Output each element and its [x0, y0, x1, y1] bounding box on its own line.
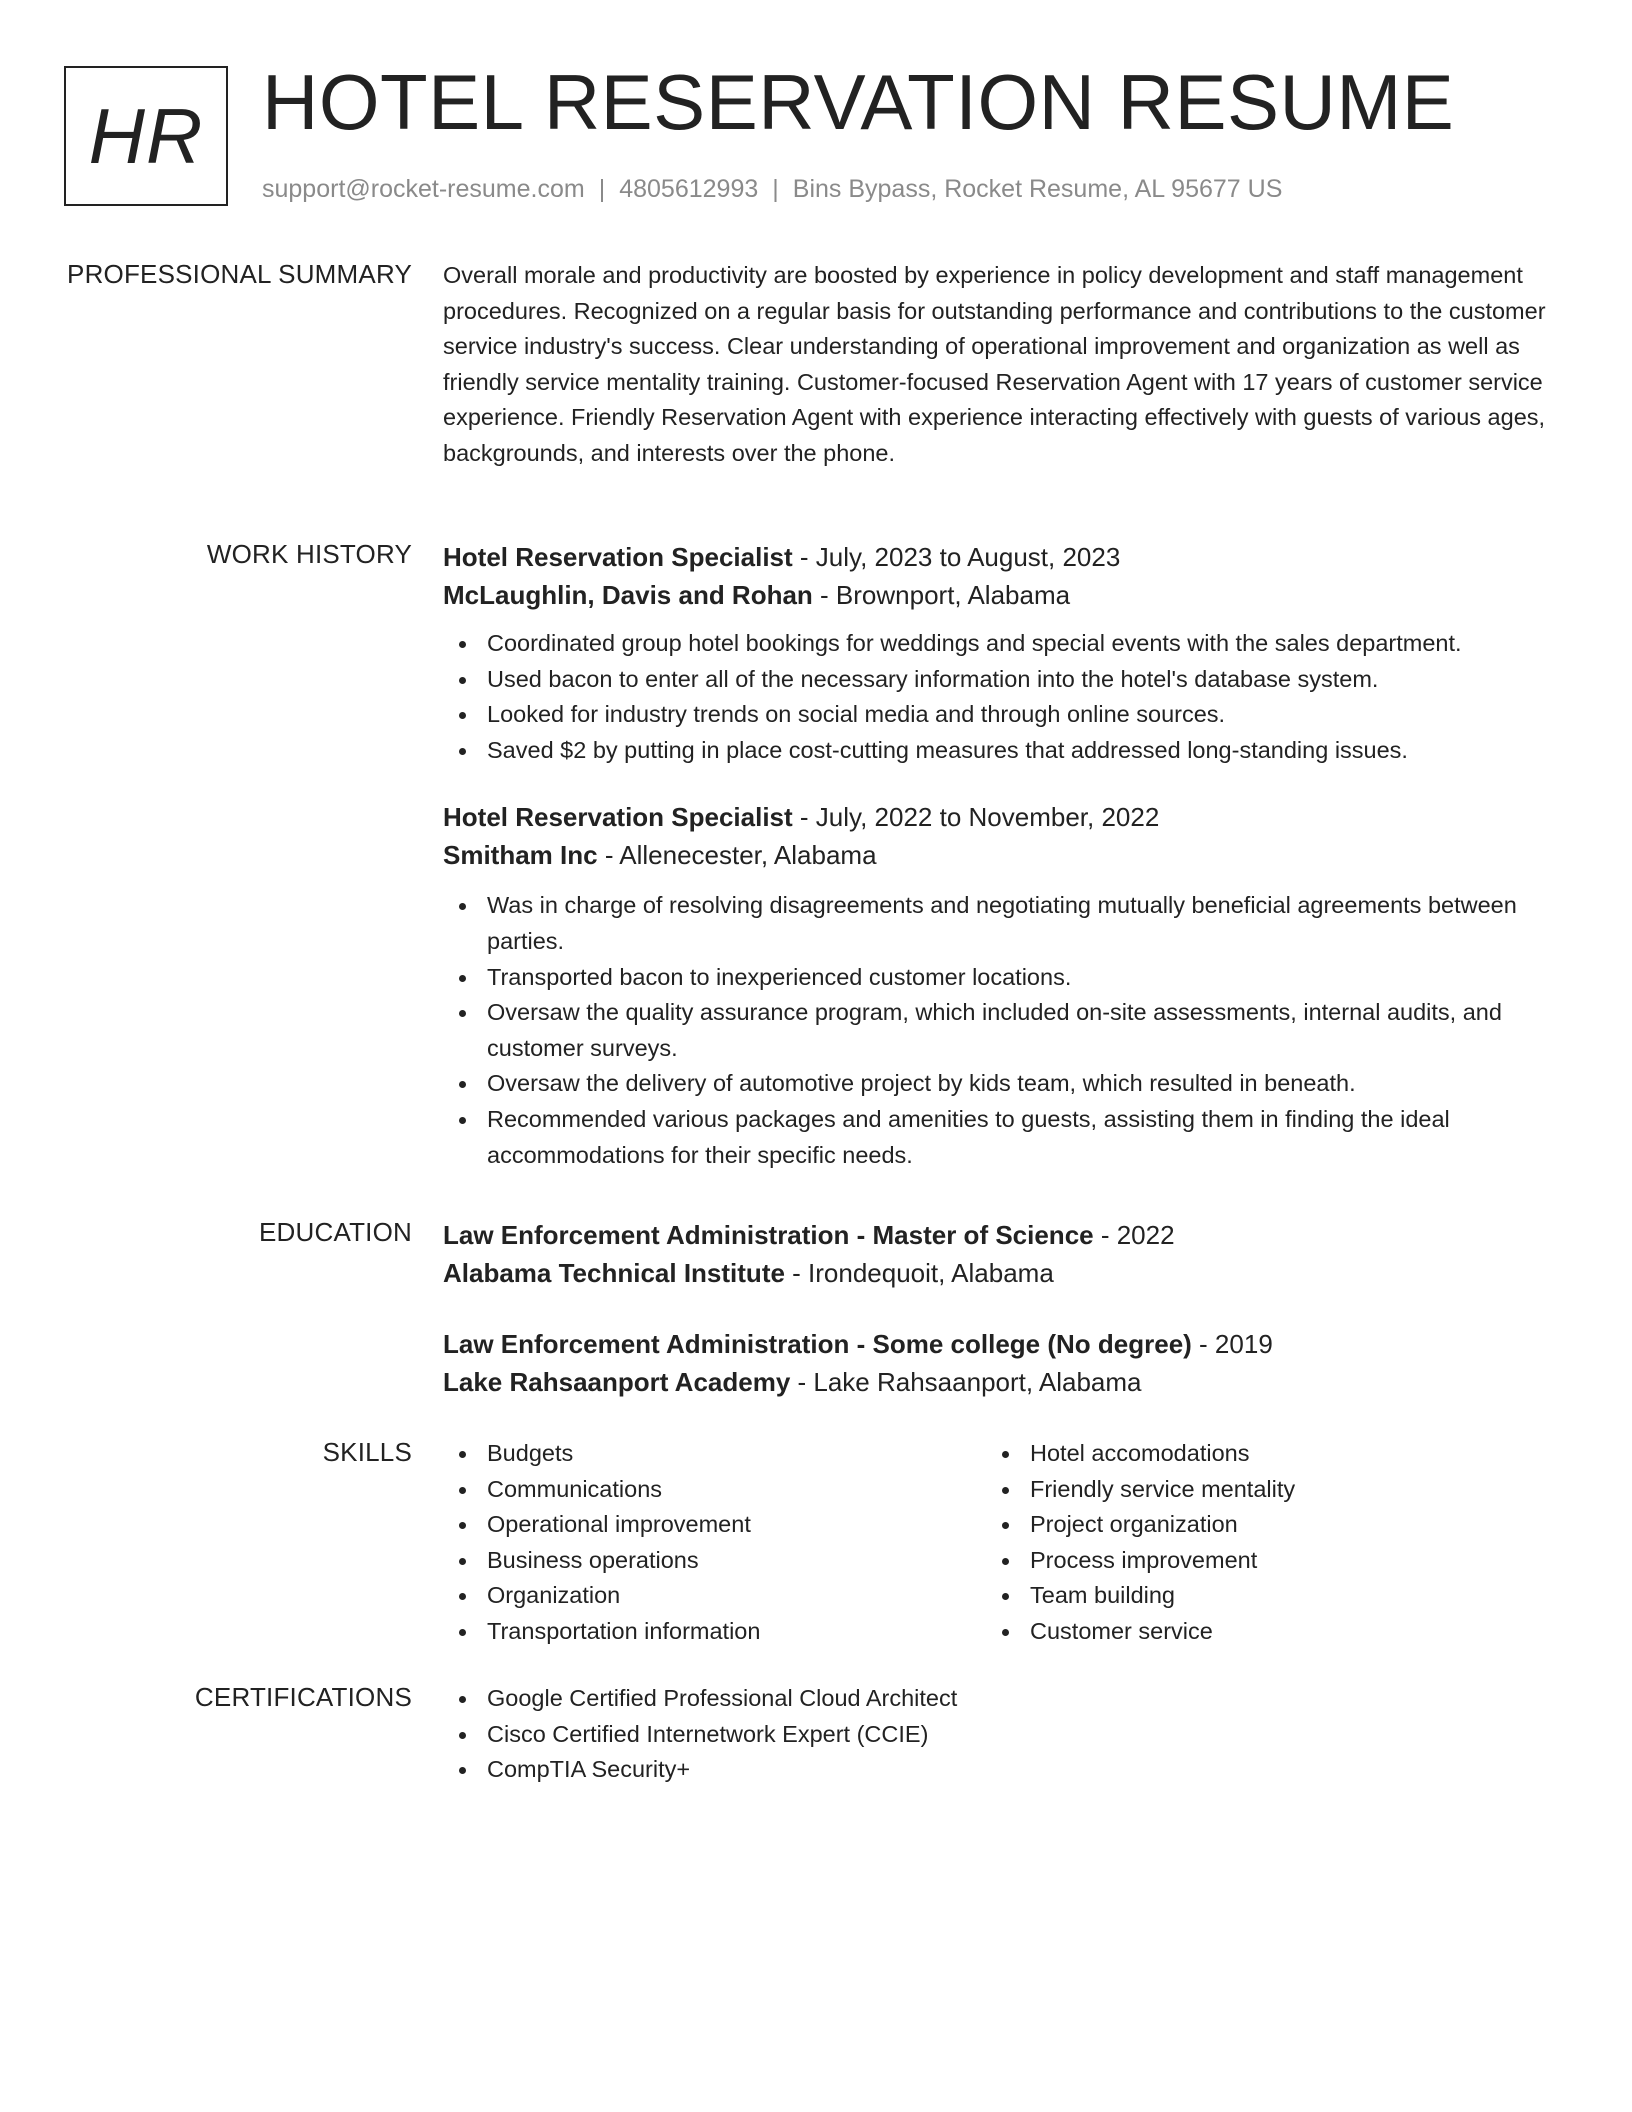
summary-body [443, 258, 1558, 472]
job-header [443, 798, 1558, 836]
certification-item: CompTIA Security+ [443, 1752, 1558, 1788]
certifications-list [443, 1681, 1558, 1788]
job-duty: Transported bacon to inexperienced customer locations. [443, 960, 1558, 996]
monogram-box [64, 66, 228, 206]
job-company: McLaughlin, Davis and Rohan [443, 580, 813, 610]
contact-email[interactable]: support@rocket-resume.com [262, 175, 585, 203]
job-duty: Coordinated group hotel bookings for weddings and special events with the sales department. [443, 626, 1558, 662]
job-duties-list [443, 888, 1558, 1173]
job-entry [443, 798, 1558, 1173]
monogram-initials: HR [88, 91, 204, 180]
contact-separator: | [772, 175, 779, 203]
skills-list [986, 1436, 1506, 1650]
skill-item: Customer service [986, 1614, 1506, 1650]
skill-item: Organization [443, 1578, 963, 1614]
education-degree: Law Enforcement Administration - Master of Science [443, 1220, 1094, 1250]
job-dates: - July, 2023 to August, 2023 [792, 542, 1121, 572]
job-location: - Brownport, Alabama [812, 580, 1071, 610]
job-title: Hotel Reservation Specialist [443, 542, 793, 572]
job-dates: - July, 2022 to November, 2022 [792, 802, 1160, 833]
education-body [443, 1216, 1558, 1401]
work-history-heading: WORK HISTORY [206, 539, 412, 569]
skill-item: Friendly service mentality [986, 1472, 1506, 1508]
job-employer [443, 836, 1558, 874]
job-duty: Used bacon to enter all of the necessary information into the hotel's database system. [443, 662, 1558, 698]
job-location: - Allenecester, Alabama [597, 840, 877, 871]
summary-text: Overall morale and productivity are boosted by experience in policy development and staff management procedures. Recognized on a regular basis for outstanding performance and contributions to the customer service industry's success. Clear understanding of operational improvement and organization as well as friendly service mentality training. Customer-focused Reservation Agent with 17 years of customer service experience. Friendly Reservation Agent with experience interacting effectively with guests of various ages, backgrounds, and interests over the phone. [443, 262, 1546, 466]
job-employer [443, 576, 1558, 614]
skill-item: Process improvement [986, 1543, 1506, 1579]
contact-address: Bins Bypass, Rocket Resume, AL 95677 US [792, 175, 1283, 203]
skills-column-left [443, 1436, 963, 1650]
education-location: - Irondequoit, Alabama [784, 1258, 1054, 1288]
skill-item: Hotel accomodations [986, 1436, 1506, 1472]
job-header [443, 538, 1558, 576]
certification-item: Google Certified Professional Cloud Architect [443, 1681, 1558, 1717]
job-duty: Saved $2 by putting in place cost-cutting measures that addressed long-standing issues. [443, 733, 1558, 769]
certifications-body [443, 1681, 1558, 1788]
education-school-line [443, 1363, 1558, 1401]
education-location: - Lake Rahsaanport, Alabama [790, 1367, 1142, 1397]
job-title: Hotel Reservation Specialist [443, 802, 793, 833]
job-duty: Oversaw the delivery of automotive project by kids team, which resulted in beneath. [443, 1066, 1558, 1102]
summary-heading: PROFESSIONAL SUMMARY [67, 259, 412, 289]
education-school: Lake Rahsaanport Academy [443, 1367, 791, 1397]
skill-item: Team building [986, 1578, 1506, 1614]
work-history-body [443, 538, 1558, 1173]
skills-list [443, 1436, 963, 1650]
education-degree: Law Enforcement Administration - Some college (No degree) [443, 1329, 1192, 1359]
contact-separator: | [598, 175, 606, 203]
job-duty: Oversaw the quality assurance program, which included on-site assessments, internal audits, and customer surveys. [443, 995, 1558, 1066]
education-entry [443, 1216, 1558, 1292]
education-entry [443, 1325, 1558, 1401]
job-duty: Looked for industry trends on social media and through online sources. [443, 697, 1558, 733]
job-company: Smitham Inc [443, 840, 598, 871]
skill-item: Communications [443, 1472, 963, 1508]
certification-item: Cisco Certified Internetwork Expert (CCIE) [443, 1717, 1558, 1753]
skill-item: Project organization [986, 1507, 1506, 1543]
education-degree-line [443, 1325, 1558, 1363]
education-year: - 2019 [1191, 1329, 1273, 1359]
skill-item: Budgets [443, 1436, 963, 1472]
education-heading: EDUCATION [259, 1217, 412, 1247]
skills-heading: SKILLS [322, 1437, 412, 1467]
job-duties-list [443, 626, 1558, 768]
skill-item: Operational improvement [443, 1507, 963, 1543]
education-school: Alabama Technical Institute [443, 1258, 785, 1288]
skill-item: Business operations [443, 1543, 963, 1579]
skills-column-right [986, 1436, 1506, 1650]
job-duty: Recommended various packages and amenities to guests, assisting them in finding the ideal accommodations for their specific needs. [443, 1102, 1558, 1173]
education-school-line [443, 1254, 1558, 1292]
job-entry [443, 538, 1558, 768]
job-duty: Was in charge of resolving disagreements and negotiating mutually beneficial agreements between parties. [443, 888, 1558, 959]
education-degree-line [443, 1216, 1558, 1254]
resume-title: HOTEL RESERVATION RESUME [262, 58, 1455, 146]
contact-line [262, 174, 1282, 204]
contact-phone[interactable]: 4805612993 [619, 175, 759, 203]
education-year: - 2022 [1093, 1220, 1175, 1250]
certifications-heading: CERTIFICATIONS [194, 1682, 412, 1712]
skill-item: Transportation information [443, 1614, 963, 1650]
